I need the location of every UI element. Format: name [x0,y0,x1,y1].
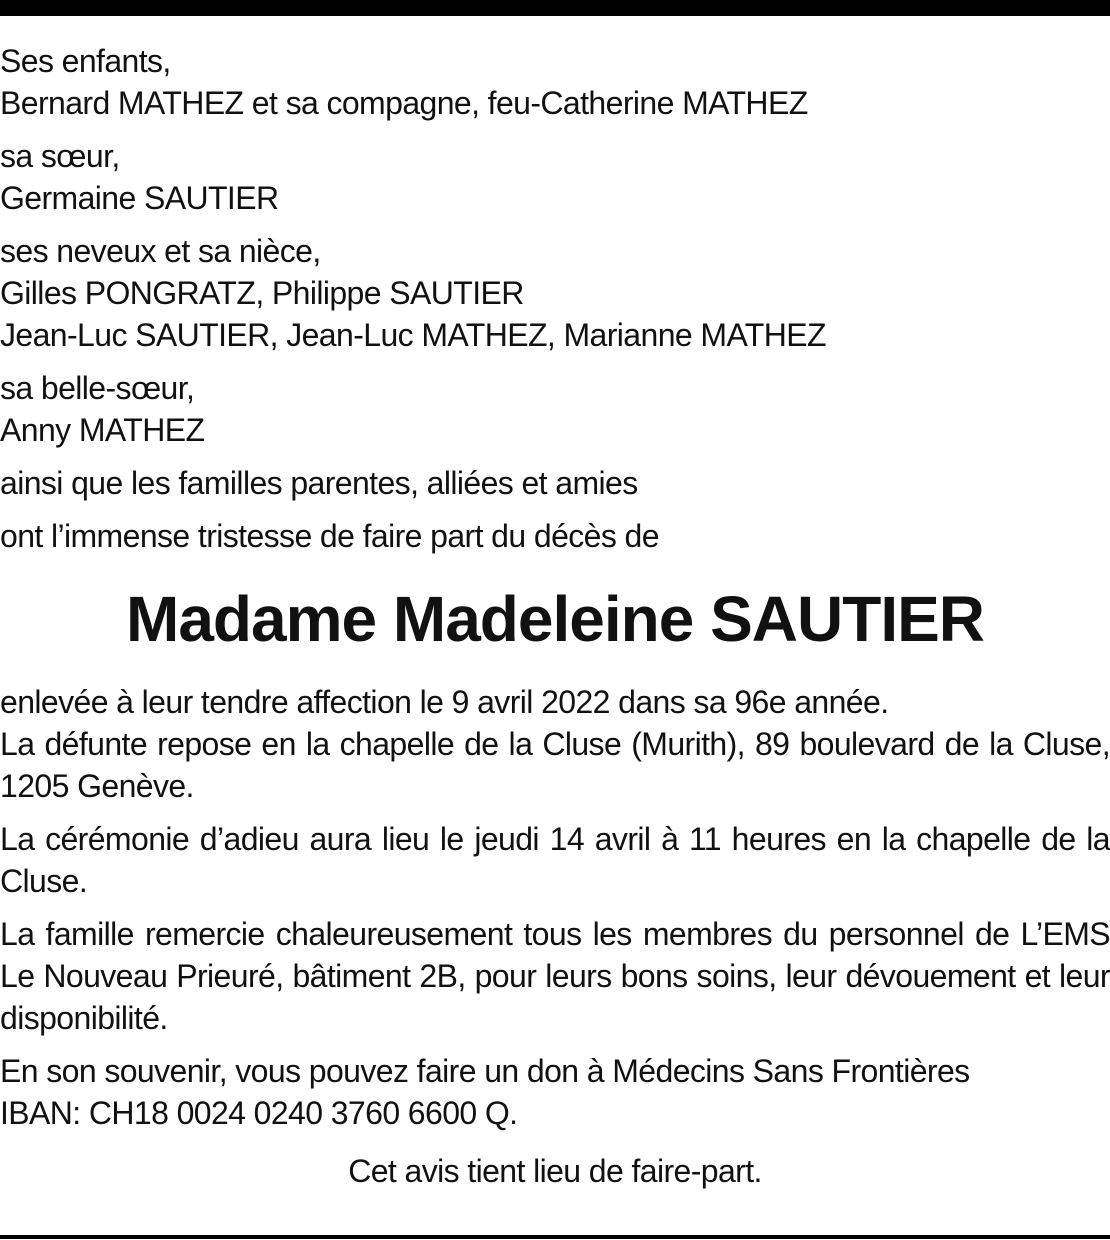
sister-section [0,135,1110,219]
sister-in-law-label: sa belle-sœur, [0,370,195,406]
ceremony-text: La cérémonie d’adieu aura lieu le jeudi 14 avril à 11 heures en la chapelle de la Cluse. [0,821,1110,899]
announcement-text: ont l’immense tristesse de faire part du décès de [0,518,659,554]
sister-in-law-name: Anny MATHEZ [0,412,205,448]
passing-section [0,681,1110,807]
nephews-section [0,230,1110,356]
footer-note: Cet avis tient lieu de faire-part. [348,1153,762,1189]
donation-section [0,1050,1110,1134]
iban-text: IBAN: CH18 0024 0240 3760 6600 Q. [0,1095,518,1131]
thanks-text: La famille remercie chaleureusement tous les membres du personnel de L’EMS Le Nouveau Prieuré, bâtiment 2B, pour leurs bons soins, leur dévouement et leur disponibilité. [0,916,1110,1036]
nephews-line-1: Gilles PONGRATZ, Philippe SAUTIER [0,275,524,311]
sister-name: Germaine SAUTIER [0,180,279,216]
other-families: ainsi que les familles parentes, alliées et amies [0,465,638,501]
sister-in-law-section [0,367,1110,451]
children-section [0,40,1110,124]
passing-text: enlevée à leur tendre affection le 9 avril 2022 dans sa 96e année. [0,684,889,720]
nephews-line-2: Jean-Luc SAUTIER, Jean-Luc MATHEZ, Marianne MATHEZ [0,317,826,353]
top-rule [0,0,1110,16]
sister-label: sa sœur, [0,138,120,174]
deceased-name: Madame Madeleine SAUTIER [126,583,984,655]
children-label: Ses enfants, [0,43,171,79]
bottom-rule [0,1235,1110,1239]
resting-place-text: La défunte repose en la chapelle de la Cluse (Murith), 89 boulevard de la Cluse, 1205 Genève. [0,726,1110,804]
obituary-notice [0,40,1110,1192]
children-names: Bernard MATHEZ et sa compagne, feu-Catherine MATHEZ [0,85,808,121]
others-section [0,462,1110,504]
announcement-section [0,515,1110,557]
nephews-label: ses neveux et sa nièce, [0,233,321,269]
donation-text: En son souvenir, vous pouvez faire un don à Médecins Sans Frontières [0,1053,970,1089]
